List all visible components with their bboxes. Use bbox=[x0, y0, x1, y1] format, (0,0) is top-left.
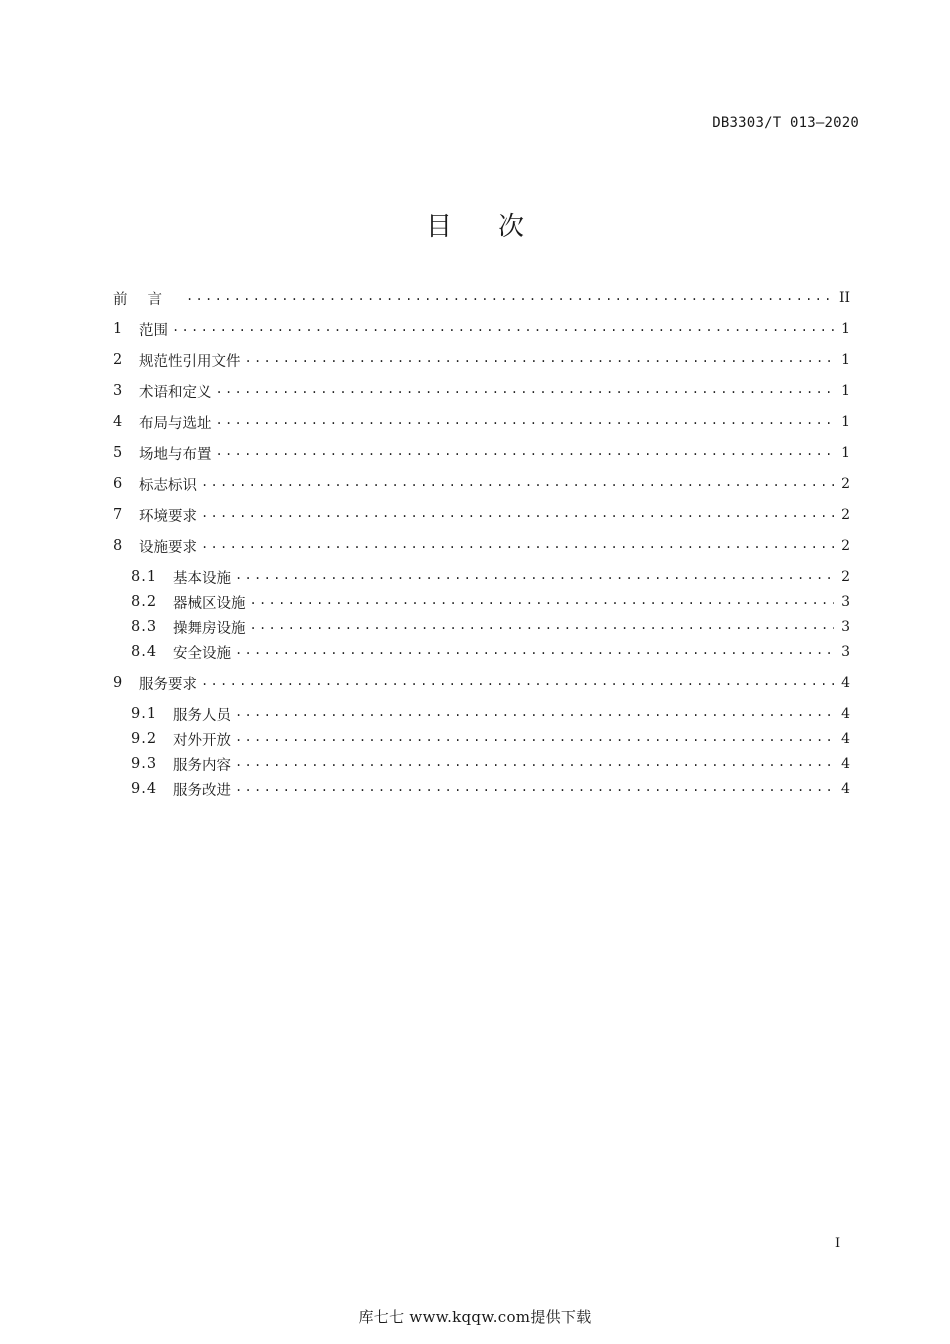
toc-entry-7[interactable] bbox=[113, 505, 850, 525]
toc-entry-foreword[interactable] bbox=[113, 288, 850, 308]
toc-entry-number: 9.4 bbox=[131, 781, 158, 797]
toc-entry-number: 8 bbox=[113, 538, 123, 554]
document-code: DB3303/T 013—2020 bbox=[712, 115, 859, 131]
toc-entry-4[interactable] bbox=[113, 412, 850, 432]
download-footer: 库七七 www.kqqw.com提供下载 bbox=[358, 1308, 592, 1326]
toc-entry-label: 布局与选址 bbox=[139, 415, 212, 432]
toc-entry-6[interactable] bbox=[113, 474, 850, 494]
dot-leader bbox=[250, 618, 835, 632]
toc-entry-page: 3 bbox=[841, 594, 850, 610]
toc-entry-page: 3 bbox=[841, 644, 850, 660]
toc-entry-number: 8.1 bbox=[131, 569, 158, 585]
toc-entry-page: 2 bbox=[841, 507, 850, 523]
toc-entry-label: 基本设施 bbox=[173, 570, 231, 587]
dot-leader bbox=[186, 289, 833, 303]
toc-entry-label: 规范性引用文件 bbox=[139, 353, 241, 370]
toc-entry-number: 5 bbox=[113, 445, 123, 461]
toc-entry-9-3[interactable] bbox=[131, 754, 850, 774]
toc-entry-label: 服务人员 bbox=[173, 707, 231, 724]
toc-entry-number: 7 bbox=[113, 507, 123, 523]
toc-entry-label: 范围 bbox=[139, 322, 168, 339]
toc-entry-page: 1 bbox=[841, 414, 850, 430]
dot-leader bbox=[235, 780, 834, 794]
toc-entry-page: 4 bbox=[841, 675, 850, 691]
toc-entry-page: 4 bbox=[841, 731, 850, 747]
toc-entry-page: 1 bbox=[841, 445, 850, 461]
dot-leader bbox=[235, 568, 834, 582]
toc-entry-page: 4 bbox=[841, 781, 850, 797]
toc-entry-8-3[interactable] bbox=[131, 617, 850, 637]
toc-entry-page: 2 bbox=[841, 538, 850, 554]
toc-entry-label: 前言 bbox=[113, 291, 182, 308]
dot-leader bbox=[172, 320, 834, 334]
toc-entry-number: 8.4 bbox=[131, 644, 158, 660]
dot-leader bbox=[235, 755, 834, 769]
dot-leader bbox=[235, 705, 834, 719]
toc-entry-label: 术语和定义 bbox=[139, 384, 212, 401]
toc-entry-9-2[interactable] bbox=[131, 729, 850, 749]
toc-title: 目次 bbox=[425, 212, 570, 242]
toc-entry-number: 4 bbox=[113, 414, 123, 430]
toc-entry-9-4[interactable] bbox=[131, 779, 850, 799]
toc-entry-label: 器械区设施 bbox=[173, 595, 246, 612]
toc-entry-9-1[interactable] bbox=[131, 704, 850, 724]
dot-leader bbox=[235, 730, 834, 744]
toc-entry-2[interactable] bbox=[113, 350, 850, 370]
toc-entry-number: 3 bbox=[113, 383, 123, 399]
toc-entry-label: 操舞房设施 bbox=[173, 620, 246, 637]
toc-entry-label: 设施要求 bbox=[139, 539, 197, 556]
toc-entry-8[interactable] bbox=[113, 536, 850, 556]
toc-entry-label: 对外开放 bbox=[173, 732, 231, 749]
toc-entry-label: 服务内容 bbox=[173, 757, 231, 774]
toc-entry-page: 1 bbox=[841, 383, 850, 399]
toc-entry-8-2[interactable] bbox=[131, 592, 850, 612]
toc-entry-number: 8.2 bbox=[131, 594, 158, 610]
toc-entry-1[interactable] bbox=[113, 319, 850, 339]
dot-leader bbox=[216, 444, 835, 458]
toc-entry-label: 服务要求 bbox=[139, 676, 197, 693]
toc-entry-number: 2 bbox=[113, 352, 123, 368]
toc-entry-number: 9 bbox=[113, 675, 123, 691]
toc-entry-number: 9.2 bbox=[131, 731, 158, 747]
toc-entry-number: 8.3 bbox=[131, 619, 158, 635]
dot-leader bbox=[201, 475, 834, 489]
dot-leader bbox=[216, 382, 835, 396]
toc-entry-page: 3 bbox=[841, 619, 850, 635]
dot-leader bbox=[216, 413, 835, 427]
toc-entry-page: 4 bbox=[841, 756, 850, 772]
toc-entry-number: 1 bbox=[113, 321, 123, 337]
dot-leader bbox=[201, 537, 834, 551]
toc-entry-9[interactable] bbox=[113, 673, 850, 693]
dot-leader bbox=[245, 351, 835, 365]
toc-entry-page: II bbox=[838, 290, 850, 306]
toc-entry-page: 4 bbox=[841, 706, 850, 722]
toc-entry-number: 6 bbox=[113, 476, 123, 492]
dot-leader bbox=[201, 506, 834, 520]
toc-entry-label: 安全设施 bbox=[173, 645, 231, 662]
toc-entry-3[interactable] bbox=[113, 381, 850, 401]
dot-leader bbox=[250, 593, 835, 607]
toc-entry-number: 9.1 bbox=[131, 706, 158, 722]
toc-entry-5[interactable] bbox=[113, 443, 850, 463]
toc-entry-page: 1 bbox=[841, 321, 850, 337]
toc-entry-page: 2 bbox=[841, 476, 850, 492]
toc-entry-label: 标志标识 bbox=[139, 477, 197, 494]
toc-entry-label: 场地与布置 bbox=[139, 446, 212, 463]
toc-entry-page: 2 bbox=[841, 569, 850, 585]
toc-entry-label: 环境要求 bbox=[139, 508, 197, 525]
toc-entry-8-4[interactable] bbox=[131, 642, 850, 662]
dot-leader bbox=[201, 674, 834, 688]
toc-entry-label: 服务改进 bbox=[173, 782, 231, 799]
toc-entry-8-1[interactable] bbox=[131, 567, 850, 587]
dot-leader bbox=[235, 643, 834, 657]
toc-entry-number: 9.3 bbox=[131, 756, 158, 772]
page-number: I bbox=[835, 1236, 841, 1251]
toc-entry-page: 1 bbox=[841, 352, 850, 368]
